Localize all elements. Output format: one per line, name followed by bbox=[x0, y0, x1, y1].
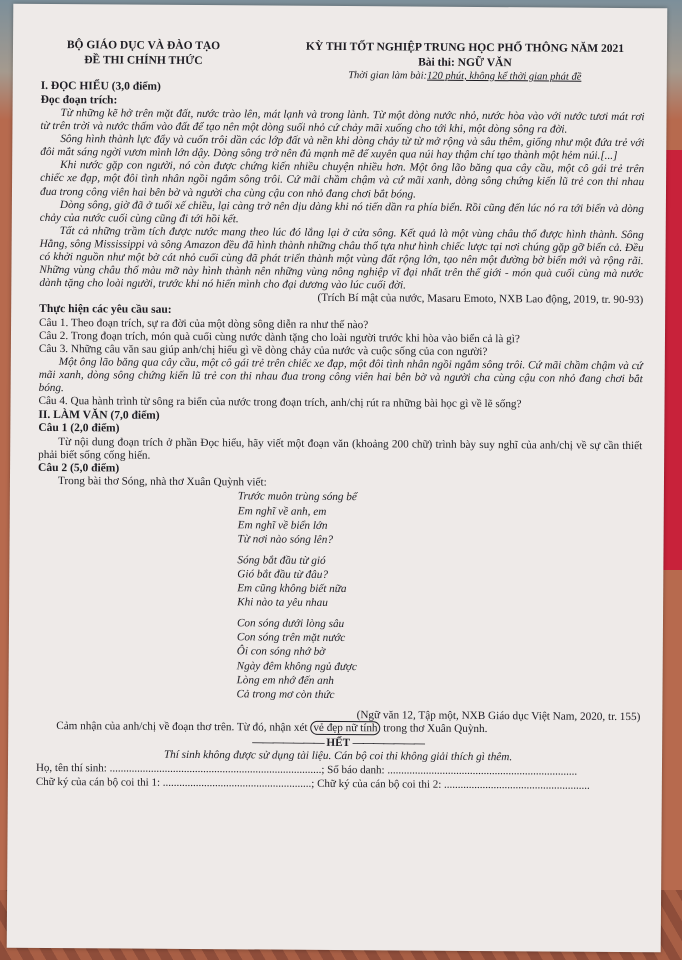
poem-line: Lòng em nhớ đến anh bbox=[236, 674, 334, 687]
poem-line: Ngày đêm không ngủ được bbox=[236, 659, 357, 673]
passage-paragraph: Khi nước gặp con người, nó còn được chứng kiến nhiều chuyện nhiều hơn. Một ông lão băng qua cây cầu, một cô gái trẻ trên chiếc xe đạp, một đôi tình nhân ngồi ngắm sông trôi. Cứ mãi chầm chậm và cứ mãi xanh, dòng sông chứng kiến lũ trẻ con thi nhau đua trong công viên hai bên bờ và người cha cùng cậu con nhỏ đang chơi bắt bóng. bbox=[39, 159, 645, 201]
poem-stanza bbox=[238, 490, 642, 550]
poem-line: Con sóng dưới lòng sâu bbox=[236, 617, 345, 630]
time-info bbox=[285, 70, 645, 85]
passage-paragraph: Dòng sông, giờ đã ở tuổi xế chiều, lại càng trở nên dịu dàng khi nó tiến dần ra phía biển. Rồi cũng đến lúc nó ra tới biển và dòng chảy của nước cuối cùng cũng đi tới hồi kết. bbox=[39, 198, 644, 226]
c2-task-before: Cảm nhận của anh/chị về đoạn thơ trên. Từ đó, nhận xét bbox=[56, 719, 308, 734]
part2-title: II. LÀM VĂN (7,0 điểm) bbox=[38, 408, 160, 422]
sig2-label: ; Chữ ký của cán bộ coi thi 2: bbox=[311, 777, 442, 791]
exam-title: KỲ THI TỐT NGHIỆP TRUNG HỌC PHỔ THÔNG NĂM 2021 bbox=[305, 40, 625, 55]
poem-line: Em cũng không biết nữa bbox=[237, 582, 347, 596]
question-3: Câu 3. Những câu văn sau giúp anh/chị hiểu gì về dòng chảy của nước và cuộc sống của con người? bbox=[38, 343, 488, 359]
subject-label: Bài thi: NGỮ VĂN bbox=[418, 56, 512, 70]
footer-note: Thí sinh không được sử dụng tài liệu. Cán bộ coi thi không giải thích gì thêm. bbox=[163, 748, 513, 764]
signature-line bbox=[36, 775, 640, 793]
official-label: ĐỀ THI CHÍNH THỨC bbox=[84, 54, 203, 68]
poem-line: Gió bắt đầu từ đâu? bbox=[237, 568, 329, 581]
end-label: HẾT bbox=[326, 736, 350, 749]
read-label: Đọc đoạn trích: bbox=[40, 93, 118, 106]
sig1-dots: ...................................................... bbox=[162, 776, 312, 790]
question-3-quote: Một ông lão băng qua cây cầu, một cô gái trẻ trên chiếc xe đạp, một đôi tình nhân ngồi ngắm sông trôi. Cứ mãi chầm chậm và cứ mãi xanh, dòng sông chứng kiến lũ trẻ con thi nhau đua trong công viên hai bên bờ và người cha cùng cậu con nhỏ đang chơi bắt bóng. bbox=[38, 356, 643, 395]
end-dash-left: ——————— bbox=[252, 736, 324, 749]
end-dash-right: ——————— bbox=[352, 736, 425, 750]
c2-title: Câu 2 (5,0 điểm) bbox=[38, 461, 120, 475]
passage-paragraph: Từ những kẽ hở trên mặt đất, nước trào lên, mát lạnh và trong lành. Từ một dòng nước nhỏ, nước hòa vào với nước tươi mát rơi từ trên trời và nước thấm vào đất để tạo nên một dòng suối nhỏ cứ chảy mãi xuống cho tới khi, một dòng sông ra đời. bbox=[40, 107, 645, 136]
sig1-label: Chữ ký của cán bộ coi thi 1: bbox=[35, 775, 161, 789]
poem-stanza bbox=[236, 616, 641, 705]
passage-paragraph: Sông hình thành lực đẩy và cuốn trôi dần các lớp đất và nền khi dòng chảy từ từ mở rộng và sâu thêm, giống như một đứa trẻ với đôi mắt sáng ngời vươn mình lớn dậy. Dòng sông trở nên đủ mạnh mẽ để xuyên qua núi hay thậm chí tạo thành một hẻm núi.[...] bbox=[40, 133, 645, 163]
exam-header bbox=[41, 38, 645, 84]
poem-line: Cả trong mơ còn thức bbox=[236, 688, 335, 702]
question-1: Câu 1. Theo đoạn trích, sự ra đời của một dòng sông diễn ra như thế nào? bbox=[39, 316, 369, 332]
question-4: Câu 4. Qua hành trình từ sông ra biển của nước trong đoạn trích, anh/chị rút ra những bài học gì về lẽ sống? bbox=[38, 395, 522, 411]
poem-stanza bbox=[237, 553, 641, 613]
header-right bbox=[285, 40, 645, 85]
poem bbox=[236, 490, 641, 705]
ministry-name: BỘ GIÁO DỤC VÀ ĐÀO TẠO bbox=[66, 39, 221, 53]
time-prefix: Thời gian làm bài: bbox=[348, 70, 428, 82]
poem-line: Con sóng trên mặt nước bbox=[236, 631, 346, 645]
poem-line: Sóng bắt đầu từ gió bbox=[237, 553, 326, 567]
poem-source: (Ngữ văn 12, Tập một, NXB Giáo dục Việt Nam, 2020, tr. 155) bbox=[356, 708, 641, 723]
c2-task-after: trong thơ Xuân Quỳnh. bbox=[383, 721, 488, 735]
name-dots: ............................................................................. bbox=[109, 762, 322, 776]
sig2-dots: ..................................................... bbox=[444, 778, 590, 792]
c2-intro: Trong bài thơ Sóng, nhà thơ Xuân Quỳnh viết: bbox=[57, 475, 267, 489]
name-label: Họ, tên thí sinh: bbox=[35, 761, 107, 775]
passage-paragraph: Tất cả những trầm tích được nước mang theo lúc đó lắng lại ở cửa sông. Kết quả là một vùng châu thổ được hình thành. Sông Hằng, sông Mississippi và sông Amazon đều đã hình thành những châu thổ tựa như hình chiếc lược tại nơi chúng gặp gỡ biển cả. Đều có khởi nguồn như một bờ cát nhỏ cuối cùng đã phát triển thành một vùng đất rộng lớn, tạo nên một đường bờ biển mới và rộng rãi. Những vùng châu thổ màu mỡ này hình thành nên những vùng nông nghiệp vĩ đại nhất trên thế giới - món quà cuối cùng mà nước dành tặng cho loài người, trước khi nó hiến mình cho đại dương vào lúc cuối đời. bbox=[39, 224, 644, 292]
poem-line: Trước muôn trùng sóng bể bbox=[237, 490, 357, 504]
c2-task-circled: vẻ đẹp nữ tính bbox=[310, 720, 380, 734]
sbd-dots: ..................................................................... bbox=[387, 764, 578, 778]
c1-title: Câu 1 (2,0 điểm) bbox=[38, 421, 120, 435]
tasks-label: Thực hiện các yêu cầu sau: bbox=[39, 303, 172, 317]
poem-line: Em nghĩ về biển lớn bbox=[237, 519, 328, 532]
exam-paper bbox=[7, 4, 668, 953]
poem-line: Em nghĩ về anh, em bbox=[237, 504, 327, 518]
poem-line: Từ nơi nào sóng lên? bbox=[237, 533, 333, 547]
c1-text: Từ nội dung đoạn trích ở phần Đọc hiểu, hãy viết một đoạn văn (khoảng 200 chữ) trình bày suy nghĩ của anh/chị về sự cần thiết phải biết sống cống hiến. bbox=[38, 435, 643, 462]
passage-source: (Trích Bí mật của nước, Masaru Emoto, NXB Lao động, 2019, tr. 90-93) bbox=[317, 292, 644, 307]
poem-line: Ôi con sóng nhớ bờ bbox=[236, 645, 326, 659]
sbd-label: ; Số báo danh: bbox=[321, 763, 385, 777]
part1-title: I. ĐỌC HIỂU (3,0 điểm) bbox=[40, 79, 161, 93]
time-value: 120 phút, không kể thời gian phát đề bbox=[427, 70, 582, 83]
header-left bbox=[41, 38, 246, 81]
poem-line: Khi nào ta yêu nhau bbox=[237, 596, 328, 610]
question-2: Câu 2. Trong đoạn trích, món quà cuối cùng nước dành tặng cho loài người trước khi hòa vào biển cả là gì? bbox=[38, 329, 520, 346]
